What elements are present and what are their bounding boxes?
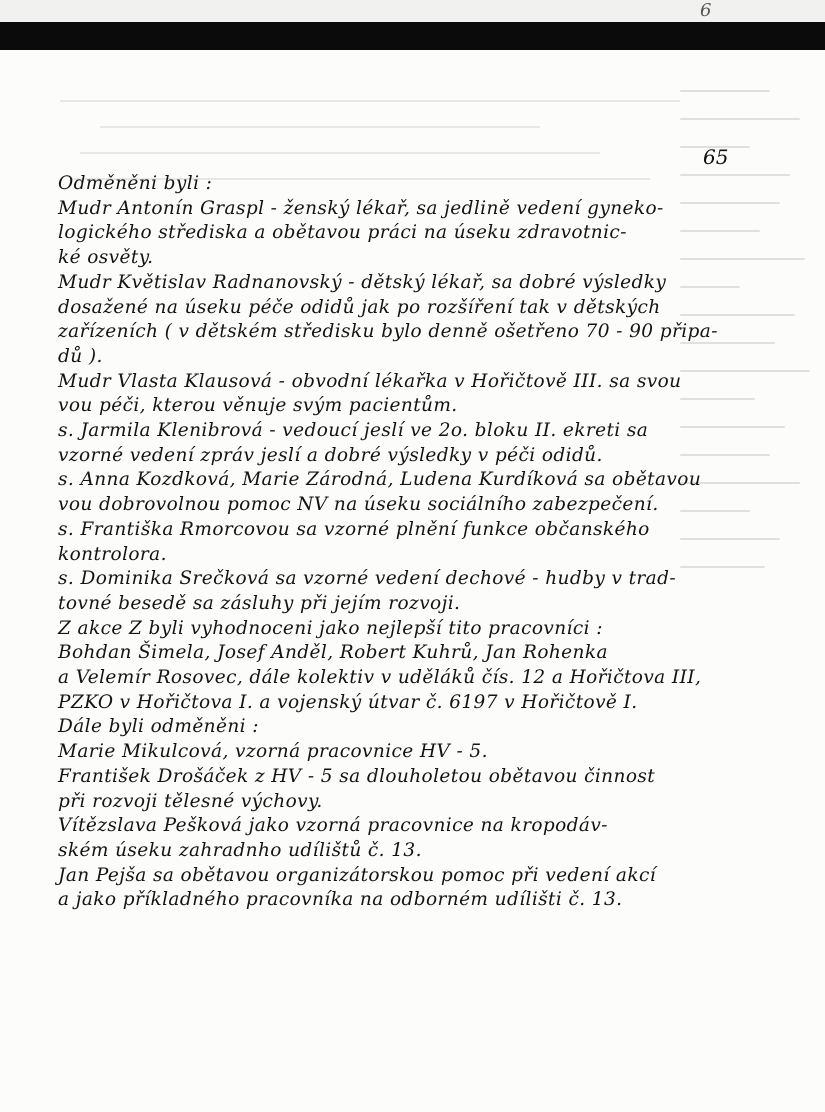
text-line: a Velemír Rosovec, dále kolektiv v uděláků čís. 12 a Hořičtova III,	[58, 667, 702, 689]
text-line: při rozvoji tělesné výchovy.	[58, 790, 323, 812]
text-line: vou péči, kterou věnuje svým pacientům.	[58, 395, 458, 417]
corner-number: 6	[700, 0, 712, 21]
text-line: s. Dominika Srečková sa vzorné vedení dechové - hudby v trad-	[58, 568, 676, 590]
text-line: s. Františka Rmorcovou sa vzorné plnění funkce občanského	[58, 518, 650, 540]
text-line: a jako příkladného pracovníka na odborném udílišti č. 13.	[58, 889, 623, 911]
text-line: ském úseku zahradnho udílištů č. 13.	[58, 839, 422, 861]
text-line: Jan Pejša sa obětavou organizátorskou pomoc při vedení akcí	[58, 864, 657, 886]
text-line: dosažené na úseku péče odidů jak po rozšíření tak v dětských	[58, 296, 661, 318]
text-line: Mudr Antonín Graspl - ženský lékař, sa jedlině vedení gyneko-	[58, 197, 664, 219]
text-line: Marie Mikulcová, vzorná pracovnice HV - 5.	[58, 741, 488, 763]
text-line: tovné besedě sa zásluhy při jejím rozvoji.	[58, 592, 461, 614]
text-line: František Drošáček z HV - 5 sa dlouholetou obětavou činnost	[58, 765, 656, 787]
text-line: vou dobrovolnou pomoc NV na úseku sociálního zabezpečení.	[58, 494, 659, 516]
text-line: Odměněni byli :	[58, 173, 213, 194]
text-line: Dále byli odměněni :	[58, 716, 259, 738]
text-line: Bohdan Šimela, Josef Anděl, Robert Kuhrů, Jan Rohenka	[58, 642, 608, 664]
text-line: s. Anna Kozdková, Marie Zárodná, Ludena Kurdíková sa obětavou	[58, 469, 702, 491]
text-line: zařízeních ( v dětském středisku bylo denně ošetřeno 70 - 90 připa-	[58, 321, 718, 343]
text-line: vzorné vedení zpráv jeslí a dobré výsledky v péči odidů.	[58, 444, 603, 466]
handwritten-text-block	[58, 172, 718, 913]
scan-top-border	[0, 22, 825, 50]
text-line: Mudr Vlasta Klausová - obvodní lékařka v Hořičtově III. sa svou	[58, 370, 682, 392]
text-line: logického střediska a obětavou práci na úseku zdravotnic-	[58, 222, 627, 244]
page-number: 65	[703, 145, 729, 169]
text-line: PZKO v Hořičtova I. a vojenský útvar č. 6197 v Hořičtově I.	[58, 691, 638, 713]
text-line: Vítězslava Pešková jako vzorná pracovnice na kropodáv-	[58, 815, 608, 837]
text-line: Z akce Z byli vyhodnoceni jako nejlepší tito pracovníci :	[58, 617, 603, 639]
text-line: s. Jarmila Klenibrová - vedoucí jeslí ve 2o. bloku II. ekreti sa	[58, 420, 649, 442]
text-line: ké osvěty.	[58, 247, 154, 269]
text-line: kontrolora.	[58, 543, 167, 565]
text-line: dů ).	[58, 345, 103, 367]
text-line: Mudr Květislav Radnanovský - dětský lékař, sa dobré výsledky	[58, 271, 667, 293]
